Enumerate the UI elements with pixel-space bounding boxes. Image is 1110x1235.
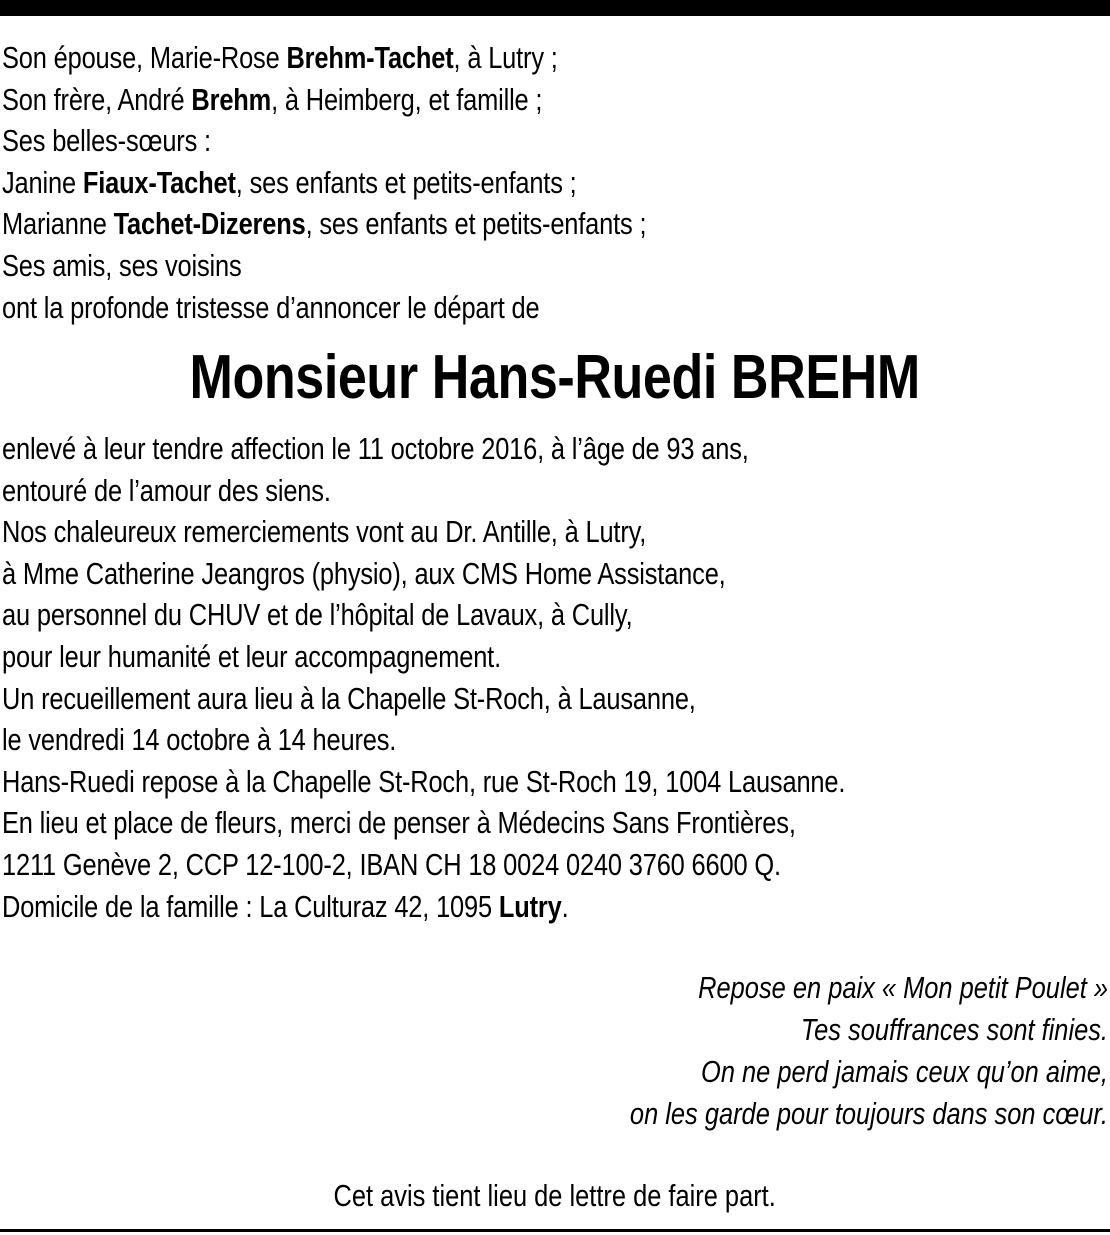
body-line: En lieu et place de fleurs, merci de penser à Médecins Sans Frontières, — [2, 805, 796, 841]
body-line: à Mme Catherine Jeangros (physio), aux CMS Home Assistance, — [2, 555, 726, 591]
bottom-rule — [0, 1229, 1110, 1232]
top-rule — [0, 0, 1110, 16]
family-line: Ses amis, ses voisins — [2, 247, 242, 283]
body-line: le vendredi 14 octobre à 14 heures. — [2, 722, 397, 758]
body-line: enlevé à leur tendre affection le 11 octobre 2016, à l’âge de 93 ans, — [2, 431, 749, 466]
family-line: Ses belles-sœurs : — [2, 123, 211, 159]
farewell-poem — [208, 967, 1108, 1135]
family-line: Son frère, André Brehm, à Heimberg, et famille ; — [2, 81, 543, 117]
family-list — [2, 37, 1108, 328]
body-line: pour leur humanité et leur accompagnement. — [2, 638, 501, 674]
family-line: Marianne Tachet-Dizerens, ses enfants et petits-enfants ; — [2, 206, 647, 242]
body-line: Un recueillement aura lieu à la Chapelle St-Roch, à Lausanne, — [2, 680, 696, 716]
poem-line: Repose en paix « Mon petit Poulet » — [698, 970, 1108, 1005]
body-line: entouré de l’amour des siens. — [2, 472, 331, 508]
deceased-name: Monsieur Hans-Ruedi BREHM — [189, 343, 921, 412]
footer-note: Cet avis tient lieu de lettre de faire part. — [333, 1178, 777, 1213]
family-line: Son épouse, Marie-Rose Brehm-Tachet, à Lutry ; — [2, 40, 558, 75]
poem-line: On ne perd jamais ceux qu’on aime, — [701, 1054, 1108, 1089]
body-line: Nos chaleureux remerciements vont au Dr. Antille, à Lutry, — [2, 514, 647, 550]
body-line: 1211 Genève 2, CCP 12-100-2, IBAN CH 18 0024 0240 3760 6600 Q. — [2, 846, 781, 882]
family-address-line: Domicile de la famille : La Culturaz 42, 1095 Lutry. — [2, 888, 569, 924]
body-line: Hans-Ruedi repose à la Chapelle St-Roch, rue St-Roch 19, 1004 Lausanne. — [2, 763, 846, 799]
poem-line: Tes souffrances sont finies. — [800, 1012, 1108, 1047]
notice-body — [2, 428, 1108, 927]
announcement-line: ont la profonde tristesse d’annoncer le départ de — [2, 289, 540, 325]
poem-line: on les garde pour toujours dans son cœur. — [629, 1096, 1108, 1131]
family-line: Janine Fiaux-Tachet, ses enfants et petits-enfants ; — [2, 164, 577, 200]
body-line: au personnel du CHUV et de l’hôpital de Lavaux, à Cully, — [2, 597, 633, 633]
